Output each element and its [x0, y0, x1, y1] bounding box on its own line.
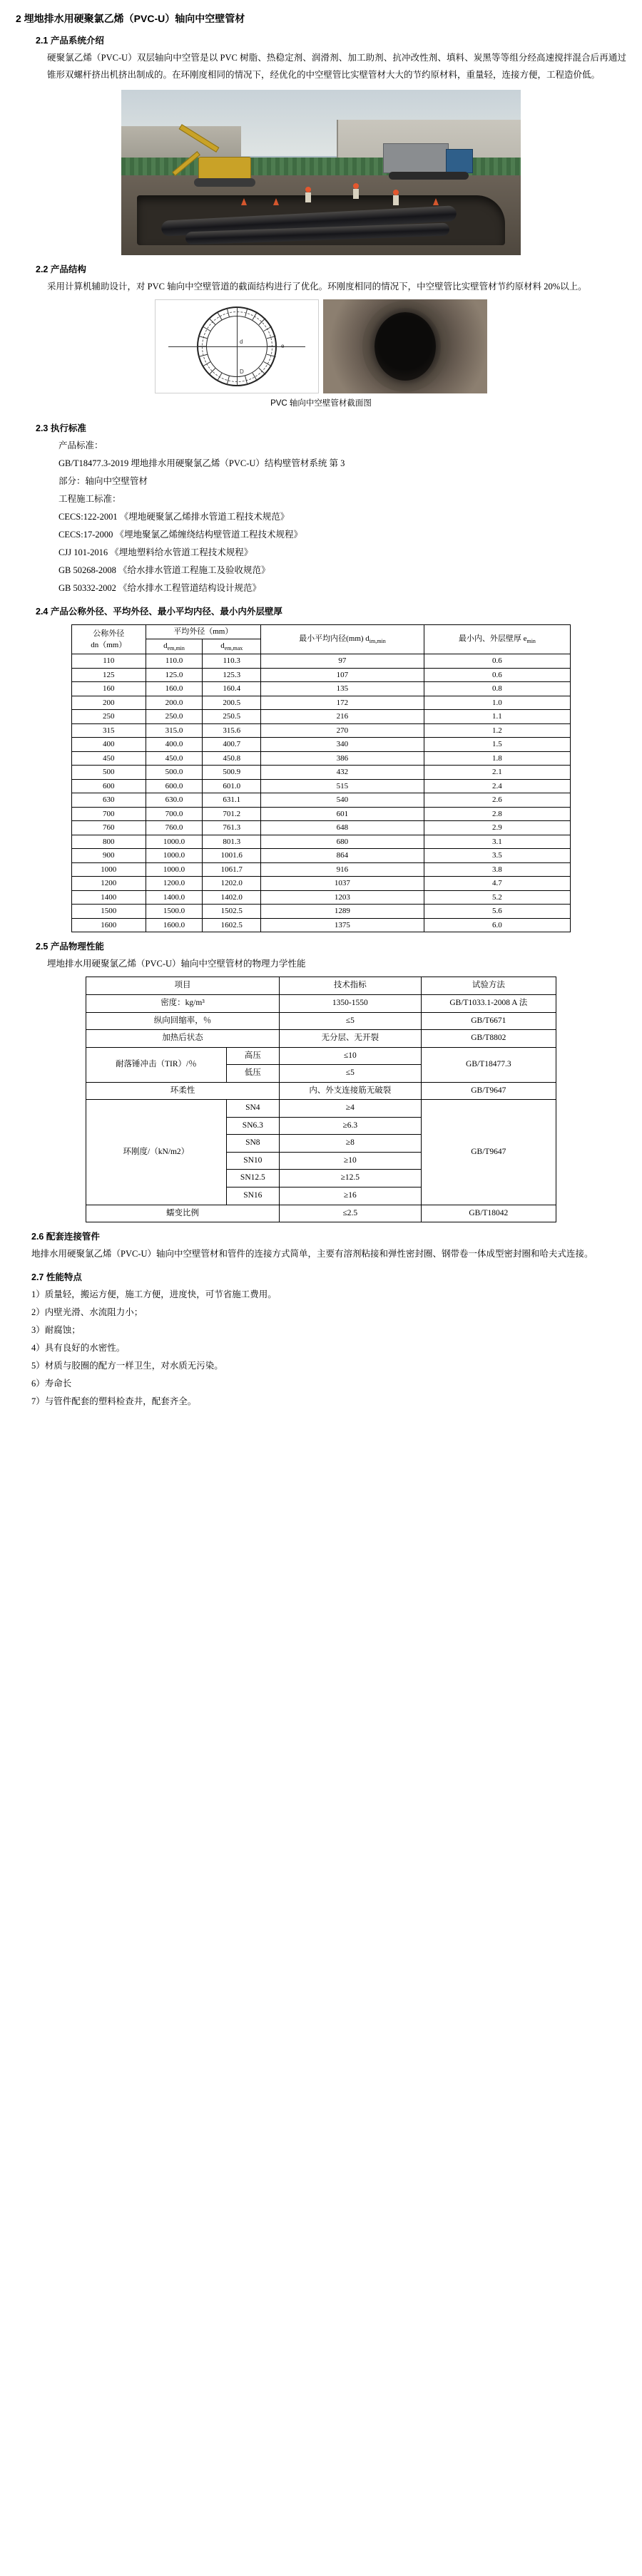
- cell-dem-max: 110.3: [203, 654, 261, 669]
- cell-dn: 160: [72, 682, 146, 696]
- cell-dem-min: 200.0: [146, 696, 203, 710]
- cell-dem-min: 600.0: [146, 779, 203, 793]
- cross-section-drawing: [155, 299, 319, 393]
- cell-dim-min: 97: [260, 654, 424, 669]
- cell-dem-max: 1202.0: [203, 877, 261, 891]
- cell-value: 1350-1550: [279, 995, 421, 1013]
- cell-item-tir: 耐落锤冲击（TIR）/％: [86, 1047, 227, 1082]
- traffic-cone: [433, 198, 439, 205]
- table-row: [72, 779, 571, 793]
- cell-dn: 800: [72, 835, 146, 849]
- table-row: [72, 793, 571, 808]
- cell-emin: 1.5: [424, 738, 570, 752]
- cell-method: GB/T1033.1-2008 A 法: [421, 995, 556, 1013]
- heading-2-3: 2.3 执行标准: [36, 423, 86, 434]
- standard-line: 工程施工标准：: [58, 494, 121, 505]
- cell-dem-max: 761.3: [203, 821, 261, 835]
- cell-dn: 600: [72, 779, 146, 793]
- cell-dim-min: 1203: [260, 890, 424, 905]
- cell-dem-min: 110.0: [146, 654, 203, 669]
- cell-value: ≤2.5: [279, 1205, 421, 1222]
- table-row: [72, 890, 571, 905]
- standard-line: GB 50332-2002 《给水排水工程管道结构设计规范》: [58, 583, 262, 594]
- cell-dim-min: 107: [260, 668, 424, 682]
- cell-dem-max: 1061.7: [203, 862, 261, 877]
- cell-value: 内、外支连接筋无破裂: [279, 1082, 421, 1100]
- cell-dn: 250: [72, 710, 146, 724]
- cell-dem-min: 315.0: [146, 723, 203, 738]
- cell-dim-min: 386: [260, 751, 424, 766]
- cell-emin: 2.4: [424, 779, 570, 793]
- cell-dim-min: 1037: [260, 877, 424, 891]
- cell-method: GB/T8802: [421, 1030, 556, 1048]
- cell-emin: 1.2: [424, 723, 570, 738]
- dimension-table: [71, 624, 571, 932]
- cell-emin: 2.6: [424, 793, 570, 808]
- cell-dem-min: 160.0: [146, 682, 203, 696]
- cell-dim-min: 340: [260, 738, 424, 752]
- standard-line: CECS:17-2000 《埋地聚氯乙烯缠绕结构壁管道工程技术规程》: [58, 530, 303, 540]
- th-min-mean-inside-diameter: 最小平均内径(mm) $d_{im,min}$: [260, 625, 424, 654]
- table-row-density: [86, 995, 556, 1013]
- cell-dem-min: 500.0: [146, 766, 203, 780]
- cell-dn: 1000: [72, 862, 146, 877]
- cell-dn: 1500: [72, 905, 146, 919]
- th-dem-max: $d_{em,max}$: [203, 639, 261, 654]
- table-row: [72, 918, 571, 932]
- excavator-boom: [173, 151, 201, 176]
- cell-dn: 450: [72, 751, 146, 766]
- heading-2-7: 2.7 性能特点: [31, 1272, 82, 1283]
- feature-item: 2）内壁光滑、水流阻力小；: [31, 1307, 143, 1318]
- feature-item: 5）材质与胶圈的配方一样卫生，对水质无污染。: [31, 1361, 223, 1371]
- cell-item: 环柔性: [86, 1082, 280, 1100]
- table-row-ring-flexibility: [86, 1082, 556, 1100]
- cell-grade: SN16: [226, 1187, 279, 1205]
- cell-dem-min: 1500.0: [146, 905, 203, 919]
- table-row: [72, 682, 571, 696]
- cell-dem-max: 500.9: [203, 766, 261, 780]
- feature-item: 6）寿命长: [31, 1379, 72, 1389]
- cell-dn: 900: [72, 849, 146, 863]
- cell-dn: 1600: [72, 918, 146, 932]
- cell-item: 密度：kg/m³: [86, 995, 280, 1013]
- cell-dem-min: 1000.0: [146, 862, 203, 877]
- cell-dim-min: 515: [260, 779, 424, 793]
- cell-value: ≥16: [279, 1187, 421, 1205]
- cell-sub-high: 高压: [226, 1047, 279, 1065]
- cell-emin: 1.8: [424, 751, 570, 766]
- cell-dem-min: 760.0: [146, 821, 203, 835]
- table-row: [72, 668, 571, 682]
- cell-dn: 760: [72, 821, 146, 835]
- cell-item: 加热后状态: [86, 1030, 280, 1048]
- cell-value: ≤5: [279, 1012, 421, 1030]
- table-row: [72, 751, 571, 766]
- table-row: [72, 738, 571, 752]
- th-spec: 技术指标: [279, 977, 421, 995]
- cell-dem-max: 250.5: [203, 710, 261, 724]
- vertical-dimension-line: [237, 310, 238, 383]
- cell-dn: 400: [72, 738, 146, 752]
- table-row: [72, 835, 571, 849]
- excavator: [177, 133, 263, 187]
- paragraph-2-6: 地排水用硬聚氯乙烯（PVC-U）轴向中空壁管材和管件的连接方式简单，主要有溶剂粘接和弹性密封圈、钢带卷一体成型密封圈和哈夫式连接。: [31, 1249, 593, 1259]
- traffic-cone: [241, 198, 247, 205]
- standard-line: GB 50268-2008 《给水排水管道工程施工及验收规范》: [58, 565, 270, 576]
- cell-dem-max: 701.2: [203, 807, 261, 821]
- heading-2-2: 2.2 产品结构: [36, 264, 86, 274]
- table-row-ring-stiffness-1: [86, 1100, 556, 1118]
- cell-value: ≤10: [279, 1047, 421, 1065]
- cell-dn: 700: [72, 807, 146, 821]
- cell-value: ≥12.5: [279, 1170, 421, 1187]
- cell-grade: SN4: [226, 1100, 279, 1118]
- th-method: 试验方法: [421, 977, 556, 995]
- cell-emin: 5.6: [424, 905, 570, 919]
- cell-value: ≤5: [279, 1065, 421, 1083]
- standard-line: 产品标准：: [58, 441, 103, 451]
- cell-emin: 4.7: [424, 877, 570, 891]
- cell-sub-low: 低压: [226, 1065, 279, 1083]
- heading-2-1: 2.1 产品系统介绍: [36, 36, 104, 46]
- cell-value: 无分层、无开裂: [279, 1030, 421, 1048]
- cell-dim-min: 216: [260, 710, 424, 724]
- table-row-heated-state: [86, 1030, 556, 1048]
- truck-cab: [446, 149, 473, 173]
- worker: [353, 183, 359, 199]
- cell-dim-min: 270: [260, 723, 424, 738]
- truck-wheels: [389, 172, 469, 180]
- cell-dn: 110: [72, 654, 146, 669]
- cell-item-ring-stiffness: 环刚度/（kN/m2）: [86, 1100, 227, 1205]
- cell-method-tir: GB/T18477.3: [421, 1047, 556, 1082]
- cell-dem-max: 160.4: [203, 682, 261, 696]
- dimension-label-e: e: [281, 343, 285, 350]
- cell-emin: 1.1: [424, 710, 570, 724]
- cell-emin: 0.6: [424, 654, 570, 669]
- figure-caption: PVC 轴向中空壁管材截面图: [270, 399, 372, 408]
- dimension-label-D: D: [240, 369, 244, 376]
- cell-dim-min: 916: [260, 862, 424, 877]
- cell-dem-max: 125.3: [203, 668, 261, 682]
- cell-dim-min: 1289: [260, 905, 424, 919]
- pipe-bore: [374, 312, 436, 381]
- cell-method: GB/T18042: [421, 1205, 556, 1222]
- cell-dim-min: 432: [260, 766, 424, 780]
- excavator-body: [198, 157, 251, 181]
- cell-dem-max: 400.7: [203, 738, 261, 752]
- cell-dim-min: 601: [260, 807, 424, 821]
- cell-value: ≥6.3: [279, 1117, 421, 1135]
- th-item: 项目: [86, 977, 280, 995]
- cell-dim-min: 172: [260, 696, 424, 710]
- cell-dem-max: 1001.6: [203, 849, 261, 863]
- cell-emin: 0.8: [424, 682, 570, 696]
- table-row: [72, 766, 571, 780]
- cell-dem-min: 1600.0: [146, 918, 203, 932]
- worker: [393, 190, 399, 205]
- cell-method: GB/T9647: [421, 1082, 556, 1100]
- table-row: [72, 821, 571, 835]
- standard-line: 部分：轴向中空壁管材: [58, 476, 148, 487]
- standard-line: CECS:122-2001 《埋地硬聚氯乙烯排水管道工程技术规范》: [58, 512, 290, 522]
- cell-method: GB/T6671: [421, 1012, 556, 1030]
- cell-emin: 3.8: [424, 862, 570, 877]
- th-dem-min: $d_{em,min}$: [146, 639, 203, 654]
- cell-dn: 315: [72, 723, 146, 738]
- traffic-cone: [273, 198, 279, 205]
- cell-dem-max: 1402.0: [203, 890, 261, 905]
- cell-dem-min: 1000.0: [146, 835, 203, 849]
- excavator-track: [194, 178, 255, 187]
- table-row: [72, 849, 571, 863]
- pipe-end-photo: [323, 299, 487, 393]
- table-row: [72, 696, 571, 710]
- paragraph-2-5: 埋地排水用硬聚氯乙烯（PVC-U）轴向中空壁管材的物理力学性能: [47, 959, 306, 969]
- cell-dem-min: 1400.0: [146, 890, 203, 905]
- cell-grade: SN6.3: [226, 1117, 279, 1135]
- table-row-creep-ratio: [86, 1205, 556, 1222]
- cell-emin: 3.5: [424, 849, 570, 863]
- dump-truck: [380, 139, 473, 182]
- cell-dem-min: 700.0: [146, 807, 203, 821]
- cell-dem-max: 1602.5: [203, 918, 261, 932]
- figure-pair: [16, 299, 626, 393]
- cell-emin: 2.8: [424, 807, 570, 821]
- dimension-label-d: d: [240, 339, 243, 346]
- paragraph-2-2: 采用计算机辅助设计，对 PVC 轴向中空壁管道的截面结构进行了优化。环刚度相同的情况下，中空壁管比实壁管材节约原材料 20%以上。: [47, 281, 587, 292]
- cell-dn: 1200: [72, 877, 146, 891]
- table-row: [72, 905, 571, 919]
- cell-method-ring-stiffness: GB/T9647: [421, 1100, 556, 1205]
- cell-emin: 2.9: [424, 821, 570, 835]
- th-mean-outside-diameter: 平均外径（mm）: [146, 625, 260, 639]
- cell-dim-min: 540: [260, 793, 424, 808]
- standard-line: GB/T18477.3-2019 埋地排水用硬聚氯乙烯（PVC-U）结构壁管材系统 第 3: [58, 458, 345, 469]
- cell-emin: 0.6: [424, 668, 570, 682]
- cell-grade: SN12.5: [226, 1170, 279, 1187]
- worker: [305, 187, 311, 202]
- table-row: [72, 862, 571, 877]
- feature-item: 3）耐腐蚀；: [31, 1325, 81, 1336]
- th-nominal-diameter: 公称外径 dn（mm）: [72, 625, 146, 654]
- table-row: [72, 710, 571, 724]
- cell-dn: 1400: [72, 890, 146, 905]
- table-row: [72, 723, 571, 738]
- table-header-row: [72, 625, 571, 639]
- construction-photo: [16, 90, 626, 255]
- paragraph-2-1: 硬聚氯乙烯（PVC-U）双层轴向中空管是以 PVC 树脂、热稳定剂、润滑剂、加工助剂、抗冲改性剂、填料、炭黑等等组分经高速搅拌混合后再通过锥形双螺杆挤出机挤出制成的。在环刚度相同的情况下，经优化的中空壁管比实壁管材大大的节约原材料，重量轻，连接方便，工程造价低。: [47, 53, 626, 81]
- cell-value: ≥4: [279, 1100, 421, 1118]
- dimension-table-body: [72, 654, 571, 932]
- heading-2-6: 2.6 配套连接管件: [31, 1232, 100, 1242]
- cell-dem-min: 1200.0: [146, 877, 203, 891]
- cell-value: ≥8: [279, 1135, 421, 1153]
- truck-bed: [383, 143, 449, 173]
- cell-dim-min: 864: [260, 849, 424, 863]
- cell-emin: 2.1: [424, 766, 570, 780]
- heading-2-4: 2.4 产品公称外径、平均外径、最小平均内径、最小内外层壁厚: [36, 607, 282, 617]
- cell-emin: 3.1: [424, 835, 570, 849]
- cell-dem-max: 450.8: [203, 751, 261, 766]
- table-row-shrinkage: [86, 1012, 556, 1030]
- cell-emin: 5.2: [424, 890, 570, 905]
- cell-dem-min: 125.0: [146, 668, 203, 682]
- standard-line: CJJ 101-2016 《埋地塑料给水管道工程技术规程》: [58, 547, 253, 558]
- cell-dem-min: 450.0: [146, 751, 203, 766]
- cell-emin: 1.0: [424, 696, 570, 710]
- property-table: [86, 977, 556, 1222]
- feature-item: 4）具有良好的水密性。: [31, 1343, 126, 1354]
- cell-dem-max: 200.5: [203, 696, 261, 710]
- heading-2-5: 2.5 产品物理性能: [36, 942, 104, 952]
- cell-dem-min: 1000.0: [146, 849, 203, 863]
- page-title: 2 埋地排水用硬聚氯乙烯（PVC-U）轴向中空壁管材: [16, 13, 245, 24]
- th-min-layer-thickness: 最小内、外层壁厚 $e_{min}$: [424, 625, 570, 654]
- cell-item: 纵向回缩率，％: [86, 1012, 280, 1030]
- cell-dim-min: 1375: [260, 918, 424, 932]
- cell-dn: 630: [72, 793, 146, 808]
- cell-value: ≥10: [279, 1152, 421, 1170]
- table-header-row: [86, 977, 556, 995]
- table-row-tir-high: [86, 1047, 556, 1065]
- cell-emin: 6.0: [424, 918, 570, 932]
- construction-site-image: [121, 90, 521, 255]
- cell-dem-min: 630.0: [146, 793, 203, 808]
- table-row: [72, 654, 571, 669]
- cell-item: 蠕变比例: [86, 1205, 280, 1222]
- cell-grade: SN10: [226, 1152, 279, 1170]
- cell-dim-min: 648: [260, 821, 424, 835]
- cell-dn: 200: [72, 696, 146, 710]
- feature-item: 1）质量轻，搬运方便，施工方便，进度快，可节省施工费用。: [31, 1289, 277, 1300]
- cell-dem-max: 601.0: [203, 779, 261, 793]
- cell-dim-min: 680: [260, 835, 424, 849]
- table-row: [72, 807, 571, 821]
- cell-dn: 125: [72, 668, 146, 682]
- cell-dem-max: 801.3: [203, 835, 261, 849]
- cell-dem-max: 631.1: [203, 793, 261, 808]
- cell-dem-min: 400.0: [146, 738, 203, 752]
- cell-dem-max: 1502.5: [203, 905, 261, 919]
- cell-dim-min: 135: [260, 682, 424, 696]
- cell-dn: 500: [72, 766, 146, 780]
- table-row: [72, 877, 571, 891]
- cell-grade: SN8: [226, 1135, 279, 1153]
- cell-dem-max: 315.6: [203, 723, 261, 738]
- cell-dem-min: 250.0: [146, 710, 203, 724]
- feature-item: 7）与管件配套的塑料检查井，配套齐全。: [31, 1396, 197, 1407]
